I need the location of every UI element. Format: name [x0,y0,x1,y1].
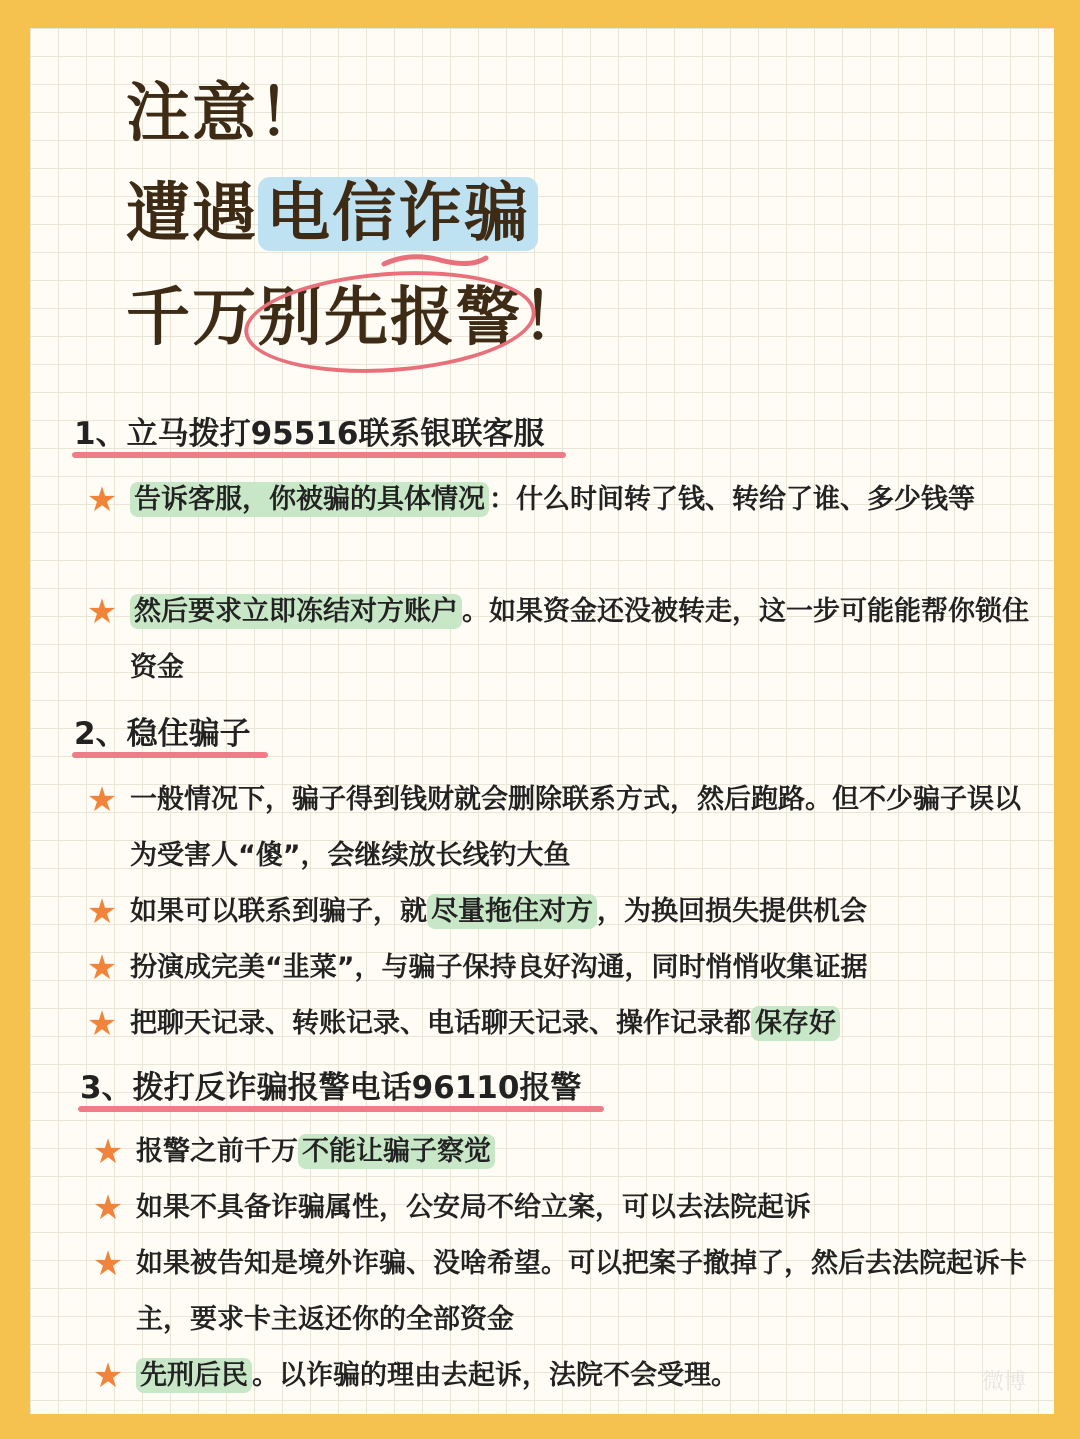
title-highlight-fraud: 电信诈骗 [258,177,538,251]
section-heading-1: 1、立马拨打95516联系银联客服 [74,416,545,452]
item-text: 。如果资金还没被转走，这一步可能能帮你锁住资金 [130,596,1029,683]
section-underline-3 [78,1106,604,1112]
list-item [86,584,1030,696]
watermark: 微博 [981,1370,1026,1395]
item-text: 一般情况下，骗子得到钱财就会删除联系方式，然后跑路。但不少骗子误以为受害人“傻”，会继续放长线钓大鱼 [130,784,1021,871]
item-highlight: 然后要求立即冻结对方账户 [130,594,462,629]
section-heading-3: 3、拨打反诈骗报警电话96110报警 [80,1070,582,1106]
item-text: ，为换回损失提供机会 [597,896,867,927]
star-icon: ★ [92,1132,124,1172]
list-item [86,996,1030,1052]
red-circle-mark [241,262,539,382]
star-icon: ★ [86,592,118,632]
list-item [86,772,1030,884]
list-item [92,1180,1036,1236]
list-item [86,940,1030,996]
title-line-2 [126,174,538,254]
item-highlight: 尽量拖住对方 [427,894,597,929]
list-item [92,1236,1036,1348]
star-icon: ★ [86,948,118,988]
item-text: 。以诈骗的理由去起诉，法院不会受理。 [252,1360,738,1391]
section-underline-2 [72,752,268,758]
star-icon: ★ [86,480,118,520]
star-icon: ★ [86,892,118,932]
title-suffix: ！ [522,281,588,355]
item-text: 报警之前千万 [136,1136,298,1167]
title-prefix-2: 千万 [126,281,258,355]
item-highlight: 告诉客服，你被骗的具体情况 [130,482,489,517]
list-item [86,884,1030,940]
note-paper [30,28,1054,1414]
item-text: 扮演成完美“韭菜”，与骗子保持良好沟通，同时悄悄收集证据 [130,952,868,983]
title-attention: 注意！ [126,77,324,151]
item-text: 如果不具备诈骗属性，公安局不给立案，可以去法院起诉 [136,1192,811,1223]
section-underline-1 [72,452,566,458]
title-line-3 [126,278,588,358]
section-heading-2: 2、稳住骗子 [74,716,251,752]
item-text: 把聊天记录、转账记录、电话聊天记录、操作记录都 [130,1008,751,1039]
title-prefix: 遭遇 [126,177,258,251]
item-text: 如果被告知是境外诈骗、没啥希望。可以把案子撤掉了，然后去法院起诉卡主，要求卡主返还你的全部资金 [136,1248,1027,1335]
star-icon: ★ [92,1356,124,1396]
item-highlight: 保存好 [751,1006,840,1041]
title-line-1 [126,74,324,154]
list-item [92,1124,1036,1180]
star-icon: ★ [86,780,118,820]
item-highlight: 先刑后民 [136,1358,252,1393]
list-item [92,1348,1036,1404]
item-text: 如果可以联系到骗子，就 [130,896,427,927]
item-text: ：什么时间转了钱、转给了谁、多少钱等 [489,484,975,515]
title-circled-text: 别先报警 [258,281,522,355]
list-item [86,472,1030,528]
star-icon: ★ [92,1244,124,1284]
star-icon: ★ [92,1188,124,1228]
title-circled-phrase [258,278,522,358]
item-highlight: 不能让骗子察觉 [298,1134,495,1169]
star-icon: ★ [86,1004,118,1044]
red-squiggle-mark [380,248,490,274]
